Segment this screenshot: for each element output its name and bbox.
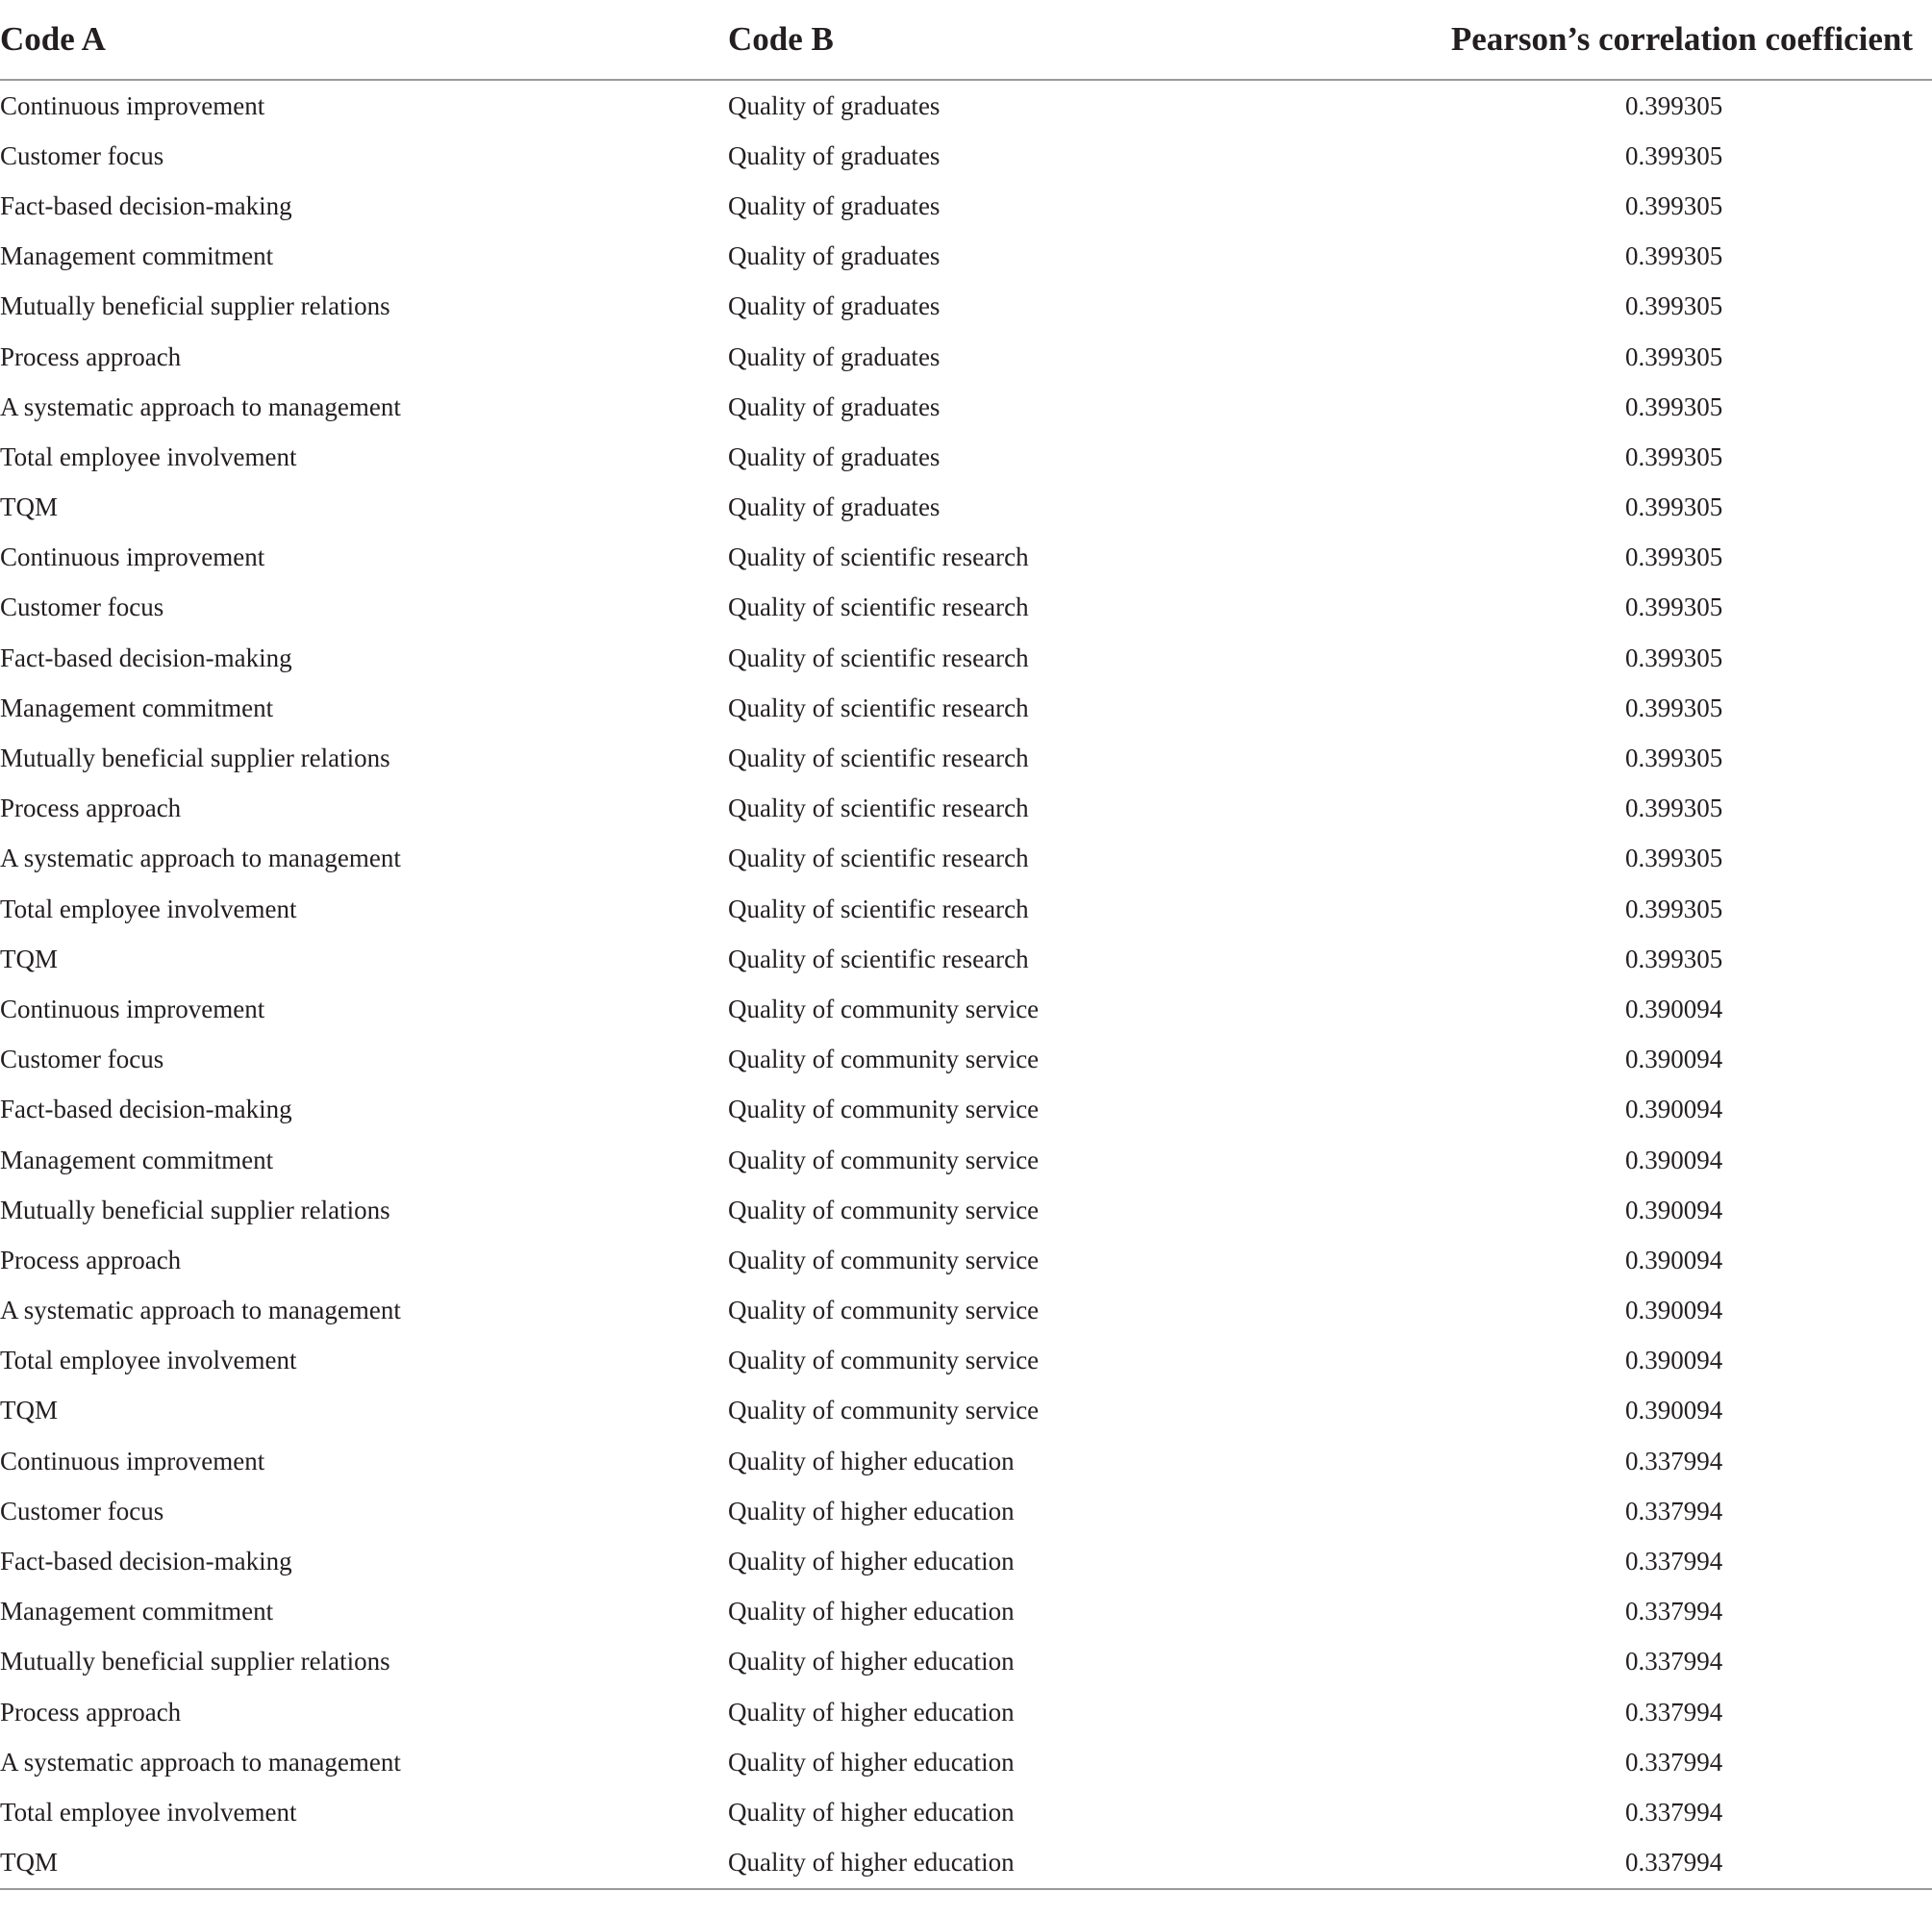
table-row [0,733,1932,783]
cell-code-a: Process approach [0,794,182,823]
cell-pearson: 0.399305 [1625,794,1723,823]
cell-pearson: 0.399305 [1625,492,1723,522]
cell-pearson: 0.399305 [1625,341,1723,371]
cell-code-b: Quality of higher education [728,1838,1401,1889]
cell-code-b: Quality of higher education [728,1647,1015,1676]
cell-code-b: Quality of higher education [728,1496,1015,1525]
table-row [0,533,1932,583]
cell-code-b: Quality of graduates [728,441,941,471]
cell-pearson: 0.390094 [1625,1346,1723,1375]
table-row [0,80,1932,131]
cell-pearson: 0.390094 [1625,1245,1723,1274]
cell-pearson: 0.390094 [1625,1296,1723,1325]
cell-code-a: Total employee involvement [0,894,297,923]
cell-pearson: 0.399305 [1625,693,1723,722]
cell-code-b: Quality of higher education [728,1747,1015,1777]
cell-code-a: Customer focus [0,1045,164,1074]
cell-pearson: 0.399305 [1625,844,1723,873]
cell-code-b: Quality of higher education [728,1797,1015,1827]
cell-code-a: TQM [0,944,58,973]
header-row [0,0,1932,80]
cell-code-b: Quality of scientific research [728,693,1029,722]
cell-pearson: 0.390094 [1625,1145,1723,1174]
cell-code-a: Mutually beneficial supplier relations [0,291,390,321]
table-row [0,432,1932,482]
cell-pearson: 0.390094 [1625,1045,1723,1074]
cell-code-a: Total employee involvement [0,1797,297,1827]
cell-code-a: Process approach [0,341,182,371]
cell-code-a: Continuous improvement [0,90,265,120]
cell-pearson: 0.337994 [1625,1547,1723,1576]
cell-code-a: Mutually beneficial supplier relations [0,1195,390,1224]
table-row [0,1637,1932,1687]
cell-code-b: Quality of community service [728,1195,1040,1224]
cell-code-a: Continuous improvement [0,542,265,572]
table-row [0,1085,1932,1135]
cell-code-b: Quality of graduates [728,492,941,522]
table-row [0,834,1932,884]
table-row [0,934,1932,984]
cell-code-b: Quality of higher education [728,1547,1015,1576]
cell-pearson: 0.399305 [1625,241,1723,271]
cell-code-b: Quality of graduates [728,291,941,321]
cell-code-b: Quality of scientific research [728,744,1029,773]
cell-code-b: Quality of community service [728,1095,1040,1124]
table-row [0,683,1932,733]
cell-pearson: 0.399305 [1625,90,1723,120]
table-row [0,131,1932,181]
cell-code-a: Management commitment [0,1145,274,1174]
cell-pearson: 0.399305 [1625,643,1723,672]
table-row [0,1587,1932,1637]
cell-pearson: 0.399305 [1625,894,1723,923]
cell-pearson: 0.337994 [1401,1838,1932,1889]
table-row [0,1286,1932,1336]
table-row [0,784,1932,834]
cell-code-b: Quality of higher education [728,1446,1015,1475]
cell-code-b: Quality of graduates [728,90,941,120]
cell-code-b: Quality of graduates [728,140,941,170]
cell-code-a: A systematic approach to management [0,1296,401,1325]
cell-pearson: 0.399305 [1625,592,1723,622]
table-row [0,1436,1932,1486]
header-code-a: Code A [0,0,728,80]
cell-pearson: 0.337994 [1625,1647,1723,1676]
cell-code-b: Quality of higher education [728,1597,1015,1626]
cell-code-b: Quality of community service [728,994,1040,1023]
cell-pearson: 0.399305 [1625,391,1723,421]
cell-code-b: Quality of community service [728,1346,1040,1375]
cell-code-a: Management commitment [0,241,274,271]
cell-code-a: Customer focus [0,592,164,622]
table-row [0,633,1932,683]
cell-pearson: 0.390094 [1625,1195,1723,1224]
cell-code-b: Quality of community service [728,1045,1040,1074]
cell-code-b: Quality of community service [728,1145,1040,1174]
cell-pearson: 0.337994 [1625,1446,1723,1475]
cell-code-a: Mutually beneficial supplier relations [0,744,390,773]
cell-code-a: Fact-based decision-making [0,1095,292,1124]
cell-code-b: Quality of community service [728,1245,1040,1274]
cell-code-a: Total employee involvement [0,441,297,471]
cell-pearson: 0.337994 [1625,1697,1723,1727]
cell-pearson: 0.390094 [1625,994,1723,1023]
cell-code-a: Process approach [0,1245,182,1274]
cell-code-a: TQM [0,1838,728,1889]
cell-code-a: Continuous improvement [0,994,265,1023]
table-row [0,332,1932,382]
cell-pearson: 0.399305 [1625,744,1723,773]
table-row [0,1687,1932,1737]
cell-code-a: Fact-based decision-making [0,190,292,220]
cell-code-b: Quality of scientific research [728,844,1029,873]
cell-code-b: Quality of graduates [728,190,941,220]
cell-code-a: Fact-based decision-making [0,1547,292,1576]
table-row [0,1235,1932,1285]
cell-pearson: 0.337994 [1625,1797,1723,1827]
cell-pearson: 0.337994 [1625,1597,1723,1626]
cell-pearson: 0.337994 [1625,1496,1723,1525]
cell-pearson: 0.337994 [1625,1747,1723,1777]
cell-code-b: Quality of community service [728,1296,1040,1325]
table-row [0,1185,1932,1235]
table-row [0,1135,1932,1185]
table-header [0,0,1932,80]
table-row [0,984,1932,1034]
table-row [0,1787,1932,1837]
table-row [0,1486,1932,1536]
table-row [0,232,1932,282]
table-row [0,282,1932,332]
table-row [0,1336,1932,1386]
cell-pearson: 0.399305 [1625,190,1723,220]
cell-code-b: Quality of higher education [728,1697,1015,1727]
cell-code-b: Quality of graduates [728,341,941,371]
cell-pearson: 0.399305 [1625,291,1723,321]
table-row [0,483,1932,533]
cell-code-a: A systematic approach to management [0,391,401,421]
cell-code-b: Quality of graduates [728,391,941,421]
cell-pearson: 0.399305 [1625,441,1723,471]
cell-code-b: Quality of community service [728,1396,1040,1425]
cell-pearson: 0.390094 [1625,1095,1723,1124]
cell-pearson: 0.399305 [1625,140,1723,170]
table-row [0,1035,1932,1085]
cell-code-a: TQM [0,1396,58,1425]
cell-code-b: Quality of scientific research [728,592,1029,622]
cell-pearson: 0.399305 [1625,542,1723,572]
table-row [0,884,1932,934]
header-code-b: Code B [728,0,1401,80]
cell-code-b: Quality of scientific research [728,643,1029,672]
cell-code-a: Mutually beneficial supplier relations [0,1647,390,1676]
cell-code-b: Quality of scientific research [728,542,1029,572]
table-row [0,1737,1932,1787]
cell-code-a: Management commitment [0,693,274,722]
table-row [0,583,1932,633]
cell-code-a: Customer focus [0,140,164,170]
cell-code-a: A systematic approach to management [0,844,401,873]
cell-code-a: Management commitment [0,1597,274,1626]
table-row [0,181,1932,231]
table-row [0,1386,1932,1436]
cell-code-a: Continuous improvement [0,1446,265,1475]
cell-code-b: Quality of scientific research [728,794,1029,823]
cell-code-b: Quality of scientific research [728,894,1029,923]
table-row [0,382,1932,432]
table-row [0,1536,1932,1586]
cell-code-a: Fact-based decision-making [0,643,292,672]
table-body [0,80,1932,1889]
cell-code-a: Process approach [0,1697,182,1727]
cell-code-a: A systematic approach to management [0,1747,401,1777]
cell-code-a: Total employee involvement [0,1346,297,1375]
cell-pearson: 0.399305 [1625,944,1723,973]
table-row [0,1838,1932,1889]
cell-pearson: 0.390094 [1625,1396,1723,1425]
header-pearson: Pearson’s correlation coefficient [1401,0,1932,80]
cell-code-b: Quality of graduates [728,241,941,271]
cell-code-b: Quality of scientific research [728,944,1029,973]
cell-code-a: TQM [0,492,58,522]
cell-code-a: Customer focus [0,1496,164,1525]
